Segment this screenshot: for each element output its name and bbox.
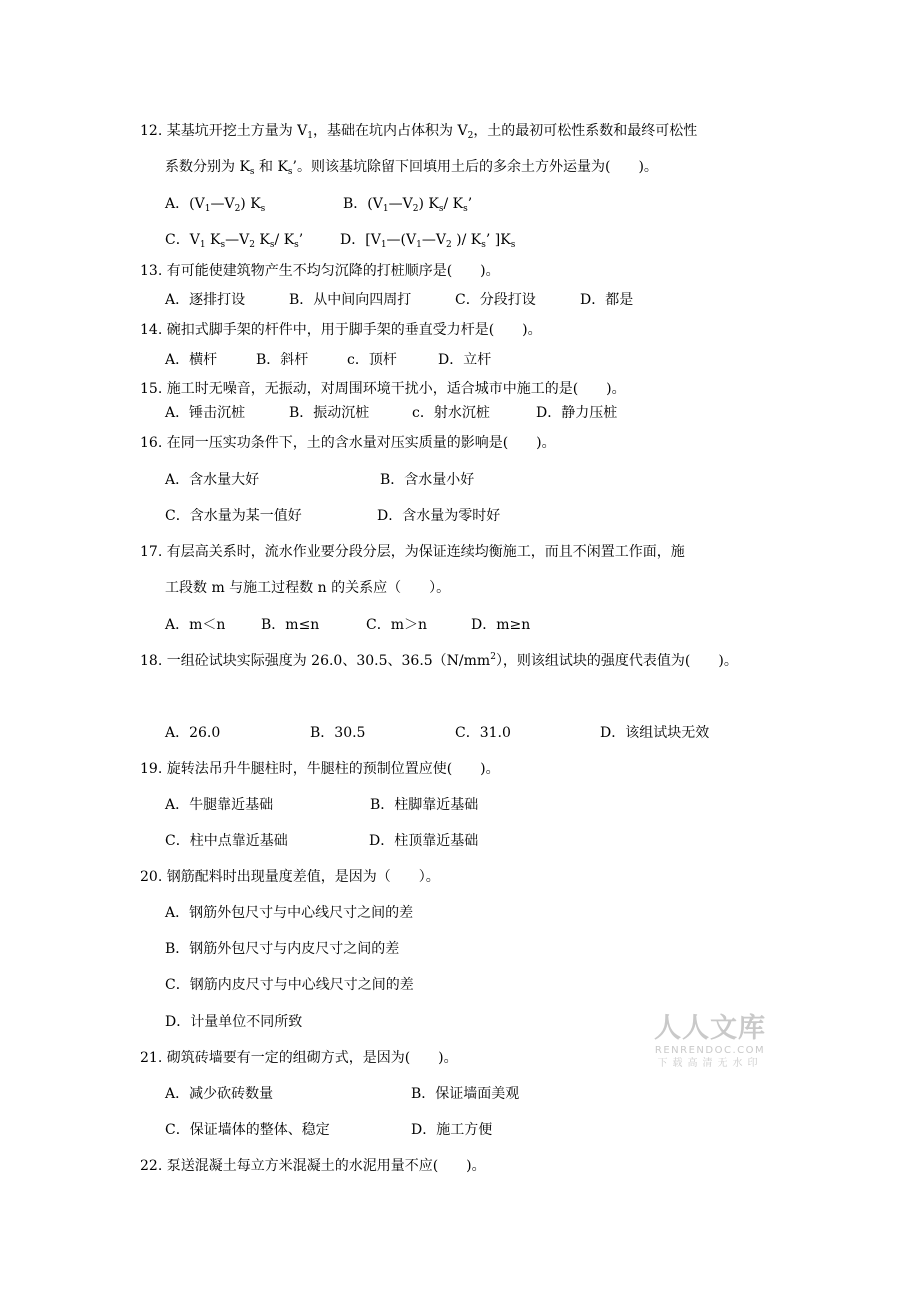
watermark-title: 人人文库 xyxy=(654,1013,766,1044)
q17-option-a: A．m＜n xyxy=(165,617,226,633)
q12-line1: 12. 某基坑开挖土方量为 $V_1$，基础在坑内占体积为 $V_2$，土的最初可松性系数和最终可松性 xyxy=(140,123,698,141)
q16-option-d: D．含水量为零时好 xyxy=(377,508,501,524)
q14-option-a: A．横杆 xyxy=(165,352,218,368)
q18-option-c: C．31.0 xyxy=(455,725,511,741)
q18-option-a: A．26.0 xyxy=(165,725,221,741)
q13-option-c: C．分段打设 xyxy=(455,292,536,308)
q20-option-a: A．钢筋外包尺寸与中心线尺寸之间的差 xyxy=(165,905,414,921)
q21-question: 21. 砌筑砖墙要有一定的组砌方式，是因为( )。 xyxy=(140,1050,458,1066)
q19-option-a: A．牛腿靠近基础 xyxy=(165,797,274,813)
q15-option-c: c．射水沉桩 xyxy=(412,405,490,421)
watermark-domain: RENRENDOC.COM xyxy=(654,1045,766,1056)
watermark-slogan: 下载高清无水印 xyxy=(657,1058,763,1069)
q19-option-d: D．柱顶靠近基础 xyxy=(369,833,479,849)
q13-question: 13. 有可能使建筑物产生不均匀沉降的打桩顺序是( )。 xyxy=(140,263,500,279)
q16-option-a: A．含水量大好 xyxy=(165,472,260,488)
q17-option-d: D．m≥n xyxy=(471,617,531,633)
q12-option-d: D．[$V_1—(V_1—V_2$ )/ $K_s$’ ]$K_s$ xyxy=(340,232,516,250)
q20-option-b: B．钢筋外包尺寸与内皮尺寸之间的差 xyxy=(165,941,400,957)
q20-option-c: C．钢筋内皮尺寸与中心线尺寸之间的差 xyxy=(165,977,414,993)
q20-option-d: D．计量单位不同所致 xyxy=(165,1014,303,1030)
q14-question: 14. 碗扣式脚手架的杆件中，用于脚手架的垂直受力杆是( )。 xyxy=(140,322,542,338)
q13-option-b: B．从中间向四周打 xyxy=(289,292,412,308)
q17-question-line1: 17. 有层高关系时，流水作业要分段分层，为保证连续均衡施工，而且不闲置工作面，施 xyxy=(140,544,685,560)
q22-question: 22. 泵送混凝土每立方米混凝土的水泥用量不应( )。 xyxy=(140,1158,486,1174)
q16-option-b: B．含水量小好 xyxy=(380,472,475,488)
q18-option-b: B．30.5 xyxy=(310,725,366,741)
q21-option-c: C．保证墙体的整体、稳定 xyxy=(165,1122,330,1138)
q19-option-c: C．柱中点靠近基础 xyxy=(165,833,288,849)
q16-option-c: C．含水量为某一值好 xyxy=(165,508,302,524)
q20-question: 20. 钢筋配料时出现量度差值，是因为（ ）。 xyxy=(140,869,440,885)
q17-option-c: C．m＞n xyxy=(366,617,428,633)
q12-option-a: A．$(V_1—V_2)$ $K_s$ xyxy=(165,196,266,214)
q17-question-line2: 工段数 m 与施工过程数 n 的关系应（ ）。 xyxy=(165,580,451,596)
q12-line2: 系数分别为 $K_s$ 和 $K_s$’。则该基坑除留下回填用土后的多余土方外运量为( )。 xyxy=(165,159,658,177)
q21-option-d: D．施工方便 xyxy=(411,1122,493,1138)
q14-option-d: D．立杆 xyxy=(438,352,492,368)
watermark xyxy=(645,1014,775,1070)
q17-option-b: B．m≤n xyxy=(261,617,320,633)
q18-question: 18. 一组砼试块实际强度为 26.0、30.5、$36.5(N/mm^2)$，则该组试块的强度代表值为( )。 xyxy=(140,652,738,669)
q12-option-c: C．$V_1$ $K_s—V_2$ $K_s/$ $K_s$’ xyxy=(165,232,304,250)
q15-question: 15. 施工时无噪音，无振动，对周围环境干扰小，适合城市中施工的是( )。 xyxy=(140,381,626,397)
q19-question: 19. 旋转法吊升牛腿柱时，牛腿柱的预制位置应使( )。 xyxy=(140,761,500,777)
q15-option-a: A．锤击沉桩 xyxy=(165,405,246,421)
q15-option-b: B．振动沉桩 xyxy=(289,405,370,421)
q16-question: 16. 在同一压实功条件下，土的含水量对压实质量的影响是( )。 xyxy=(140,435,556,451)
q21-option-a: A．减少砍砖数量 xyxy=(165,1086,274,1102)
q18-option-d: D．该组试块无效 xyxy=(600,725,710,741)
q15-option-d: D．静力压桩 xyxy=(536,405,618,421)
q12-option-b: B．$(V_1—V_2)$ $K_s/$ $K_s$’ xyxy=(343,196,473,214)
q13-option-a: A．逐排打设 xyxy=(165,292,246,308)
q21-option-b: B．保证墙面美观 xyxy=(411,1086,520,1102)
q14-option-c: c．顶杆 xyxy=(347,352,397,368)
q19-option-b: B．柱脚靠近基础 xyxy=(370,797,479,813)
q13-option-d: D．都是 xyxy=(580,292,634,308)
q14-option-b: B．斜杆 xyxy=(256,352,309,368)
